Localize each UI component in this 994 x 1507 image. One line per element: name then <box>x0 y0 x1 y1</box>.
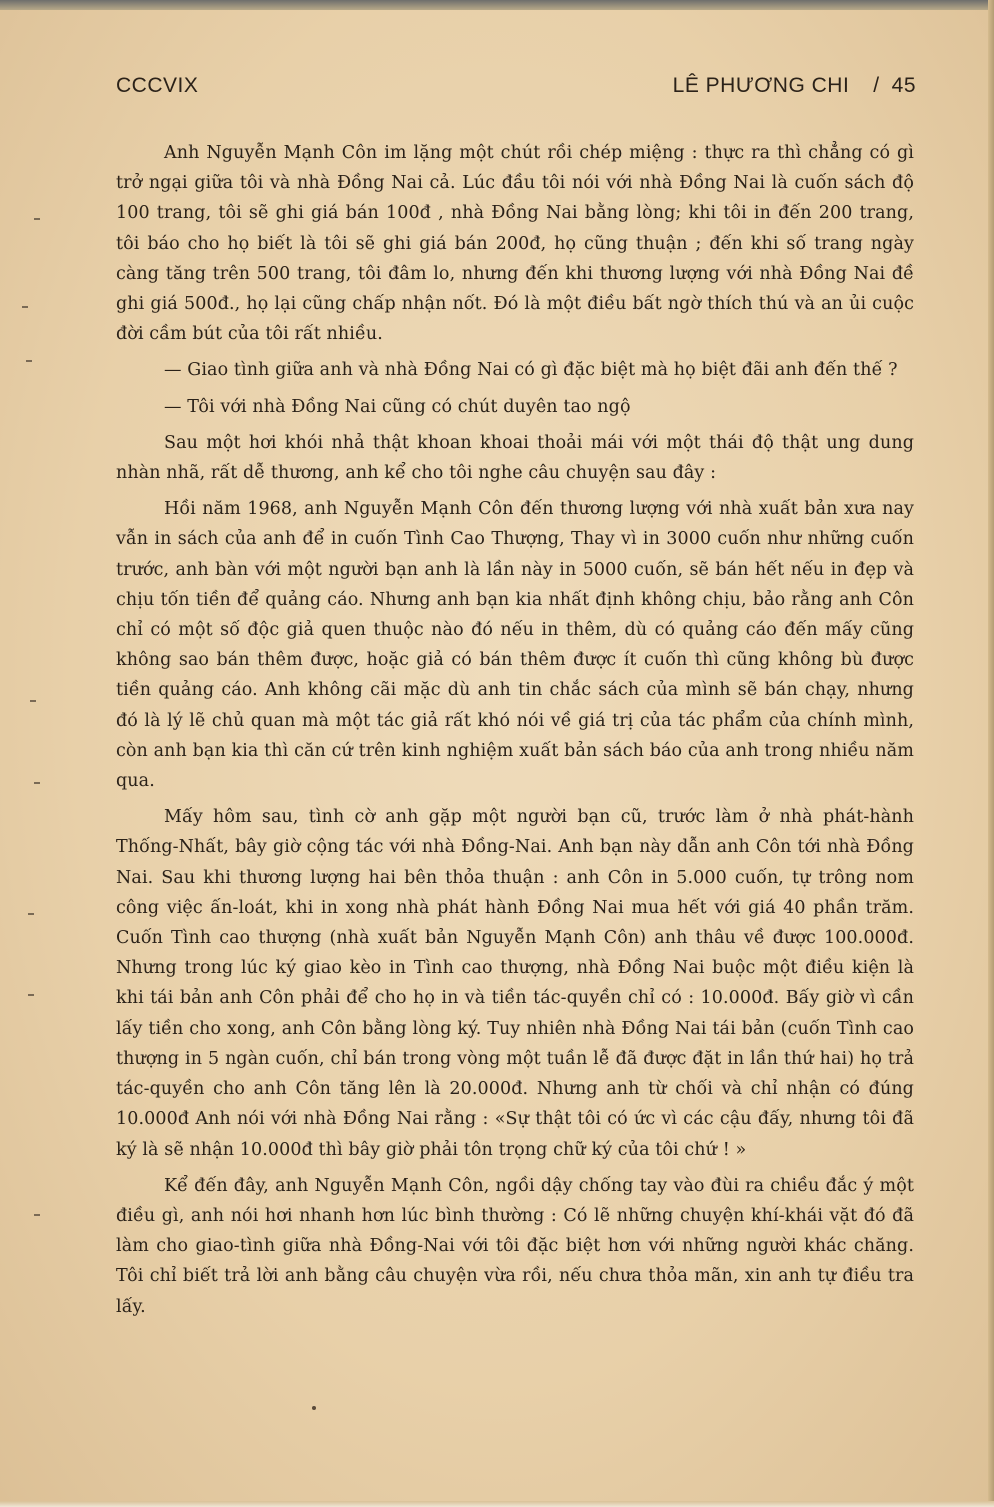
margin-mark <box>22 306 28 308</box>
ink-dot <box>312 1406 316 1410</box>
margin-mark <box>34 1214 40 1216</box>
author-name: LÊ PHƯƠNG CHI <box>672 74 850 97</box>
header-separator: / <box>873 74 880 97</box>
page-right-edge <box>988 0 994 1507</box>
margin-mark <box>34 218 40 220</box>
body-text <box>116 138 914 1322</box>
page-bottom-edge <box>0 1501 994 1507</box>
margin-mark <box>26 360 32 362</box>
page-number: 45 <box>891 74 916 97</box>
paragraph: — Giao tình giữa anh và nhà Đồng Nai có gì đặc biệt mà họ biệt đãi anh đến thế ? <box>164 360 898 381</box>
paragraph: Hồi năm 1968, anh Nguyễn Mạnh Côn đến thương lượng với nhà xuất bản xưa nay vẫn in sách của anh để in cuốn Tình Cao Thượng, Thay vì in 3000 cuốn như những cuốn trước, anh bàn với một người bạn anh là lần này in 5000 cuốn, sẽ bán hết nếu in đẹp và chịu tốn tiền để quảng cáo. Nhưng anh bạn kia nhất định không chịu, bảo rằng anh Côn chỉ có một số độc giả quen thuộc nào đó nếu in thêm, dù có quảng cáo đến mấy cũng không sao bán thêm được, hoặc giả có bán thêm được ít cuốn thì cũng không bù được tiền quảng cáo. Anh không cãi mặc dù anh tin chắc sách của mình sẽ bán chạy, nhưng đó là lý lẽ chủ quan mà một tác giả rất khó nói về giá trị của tác phẩm của chính mình, còn anh bạn kia thì căn cứ trên kinh nghiệm xuất bản sách báo của anh trong nhiều năm qua. <box>116 499 914 792</box>
running-header <box>116 74 916 104</box>
page-top-edge <box>0 0 994 10</box>
header-right <box>673 74 916 98</box>
margin-mark <box>28 913 34 915</box>
paragraph: — Tôi với nhà Đồng Nai cũng có chút duyên tao ngộ <box>164 396 631 417</box>
margin-mark <box>28 994 34 996</box>
paragraph: Kể đến đây, anh Nguyễn Mạnh Côn, ngồi dậy chống tay vào đùi ra chiều đắc ý một điều gì, anh nói hơi nhanh hơn lúc bình thường : Có lẽ những chuyện khí-khái vặt đó đã làm cho giao-tình giữa nhà Đồng-Nai với tôi đặc biệt hơn với những người khác chăng. Tôi chỉ biết trả lời anh bằng câu chuyện vừa rồi, nếu chưa thỏa mãn, xin anh tự điều tra lấy. <box>116 1175 914 1317</box>
section-number: CCCVIX <box>116 74 199 97</box>
margin-mark <box>30 700 36 702</box>
paragraph: Sau một hơi khói nhả thật khoan khoai thoải mái với một thái độ thật ung dung nhàn nhã, rất dễ thương, anh kể cho tôi nghe câu chuyện sau đây : <box>116 432 914 484</box>
margin-mark <box>34 782 40 784</box>
paragraph: Anh Nguyễn Mạnh Côn im lặng một chút rồi chép miệng : thực ra thì chẳng có gì trở ngại giữa tôi và nhà Đồng Nai cả. Lúc đầu tôi nói với nhà Đồng Nai là cuốn sách độ 100 trang, tôi sẽ ghi giá bán 100đ , nhà Đồng Nai bằng lòng; khi tôi in đến 200 trang, tôi báo cho họ biết là tôi sẽ ghi giá bán 200đ, họ cũng thuận ; đến khi số trang ngày càng tăng trên 500 trang, tôi đâm lo, nhưng đến khi thương lượng với nhà Đồng Nai đề ghi giá 500đ., họ lại cũng chấp nhận nốt. Đó là một điều bất ngờ thích thú và an ủi cuộc đời cầm bút của tôi rất nhiều. <box>116 143 914 345</box>
paragraph: Mấy hôm sau, tình cờ anh gặp một người bạn cũ, trước làm ở nhà phát-hành Thống-Nhất, bây giờ cộng tác với nhà Đồng-Nai. Anh bạn này dẫn anh Côn tới nhà Đồng Nai. Sau khi thương lượng hai bên thỏa thuận : anh Côn in 5.000 cuốn, tự trông nom công việc ấn-loát, khi in xong nhà phát hành Đồng Nai mua hết với giá 40 phần trăm. Cuốn Tình cao thượng (nhà xuất bản Nguyễn Mạnh Côn) anh thâu về được 100.000đ. Nhưng trong lúc ký giao kèo in Tình cao thượng, nhà Đồng Nai buộc một điều kiện là khi tái bản anh Côn phải để cho họ in và tiền tác-quyền chỉ có : 10.000đ. Bấy giờ vì cần lấy tiền cho xong, anh Côn bằng lòng ký. Tuy nhiên nhà Đồng Nai tái bản (cuốn Tình cao thượng in 5 ngàn cuốn, chỉ bán trong vòng một tuần lễ đã được đặt in lần thứ hai) họ trả tác-quyền cho anh Côn tăng lên là 20.000đ. Nhưng anh từ chối và chỉ nhận có đúng 10.000đ Anh nói với nhà Đồng Nai rằng : «Sự thật tôi có ức vì các cậu đấy, nhưng tôi đã ký là sẽ nhận 10.000đ thì bây giờ phải tôn trọng chữ ký của tôi chứ ! » <box>116 807 914 1160</box>
